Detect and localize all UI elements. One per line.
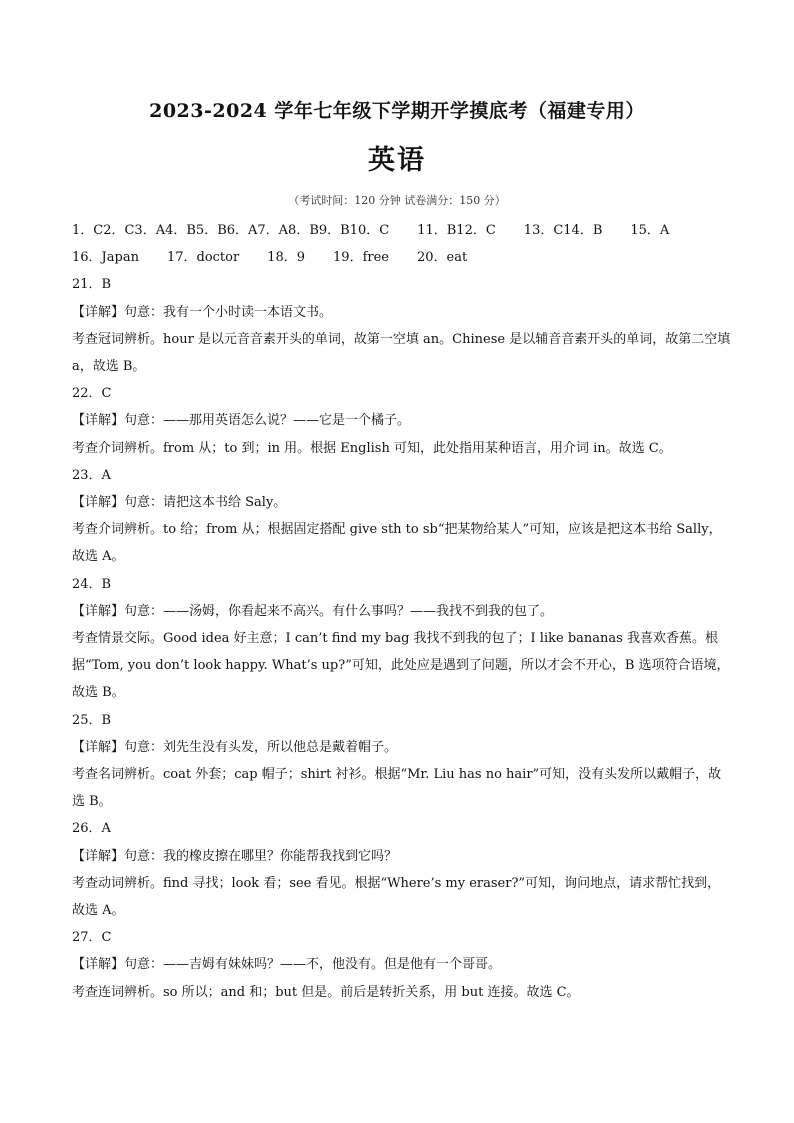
answer-item: 16．Japan — [72, 250, 139, 266]
question-analysis: 考查情景交际。Good idea 好主意；I can’t find my bag 我找不到我的包了；I like bananas 我喜欢香蕉。根据“Tom, you don’t look happy. What’s up?”可知，此处应是遇到了问题，所以才会不开心，B 选项符合语境，故选 B。 — [72, 631, 730, 701]
question-number: 21．B — [72, 277, 112, 293]
answer-item: 19．free — [333, 250, 389, 266]
question-analysis: 考查介词辨析。to 给；from 从；根据固定搭配 give sth to sb“把某物给某人”可知，应该是把这本书给 Sally，故选 A。 — [72, 522, 722, 565]
answers-row-2 — [72, 244, 732, 271]
question-analysis: 考查动词辨析。find 寻找；look 看；see 看见。根据“Where’s my eraser?”可知，询问地点，请求帮忙找到，故选 A。 — [72, 875, 721, 919]
answer-item: 17．doctor — [166, 250, 240, 266]
question-analysis: 考查连词辨析。so 所以；and 和；but 但是。前后是转折关系，用 but 连接。故选 C。 — [72, 984, 580, 1000]
question-number: 27．C — [72, 930, 112, 946]
question-number: 22．C — [72, 386, 112, 402]
question-analysis: 考查介词辨析。from 从；to 到；in 用。根据 English 可知，此处指用某种语言，用介词 in。故选 C。 — [72, 440, 672, 456]
question-detail: 【详解】句意：我的橡皮擦在哪里？你能帮我找到它吗？ — [72, 848, 398, 864]
question-detail: 【详解】句意：请把这本书给 Saly。 — [72, 495, 287, 511]
exam-meta: （考试时间：120 分钟 试卷满分：150 分） — [288, 194, 506, 207]
subject-heading: 英语 — [368, 145, 426, 176]
question-analysis: 考查冠词辨析。hour 是以元音音素开头的单词，故第一空填 an。Chinese 是以辅音音素开头的单词，故第二空填 a，故选 B。 — [72, 331, 731, 375]
question-number: 26．A — [72, 821, 111, 837]
question-detail: 【详解】句意：——那用英语怎么说？——它是一个橘子。 — [72, 413, 411, 429]
answer-group: 11．B12．C — [417, 223, 496, 238]
answer-content — [72, 217, 732, 1006]
question-number: 25．B — [72, 712, 112, 728]
answer-item: 20．eat — [417, 250, 468, 266]
question-number: 24．B — [72, 576, 112, 592]
question-detail: 【详解】句意：——吉姆有妹妹吗？——不，他没有。但是他有一个哥哥。 — [72, 957, 502, 973]
answers-row-1 — [72, 217, 732, 244]
answer-group: 13．C14．B — [523, 223, 603, 238]
answer-group: 15．A — [630, 223, 670, 238]
question-detail: 【详解】句意：我有一个小时读一本语文书。 — [72, 304, 333, 320]
answer-group: 1．C2．C3．A4．B5．B6．A7．A8．B9．B10．C — [72, 223, 390, 238]
page-title: 2023-2024 学年七年级下学期开学摸底考（福建专用） — [149, 100, 645, 122]
answer-item: 18．9 — [267, 250, 306, 266]
question-detail: 【详解】句意：刘先生没有头发，所以他总是戴着帽子。 — [72, 739, 398, 755]
question-number: 23．A — [72, 467, 111, 483]
question-analysis: 考查名词辨析。coat 外套；cap 帽子；shirt 衬衫。根据“Mr. Liu has no hair”可知，没有头发所以戴帽子，故选 B。 — [72, 767, 722, 810]
question-detail: 【详解】句意：——汤姆，你看起来不高兴。有什么事吗？——我找不到我的包了。 — [72, 603, 554, 619]
